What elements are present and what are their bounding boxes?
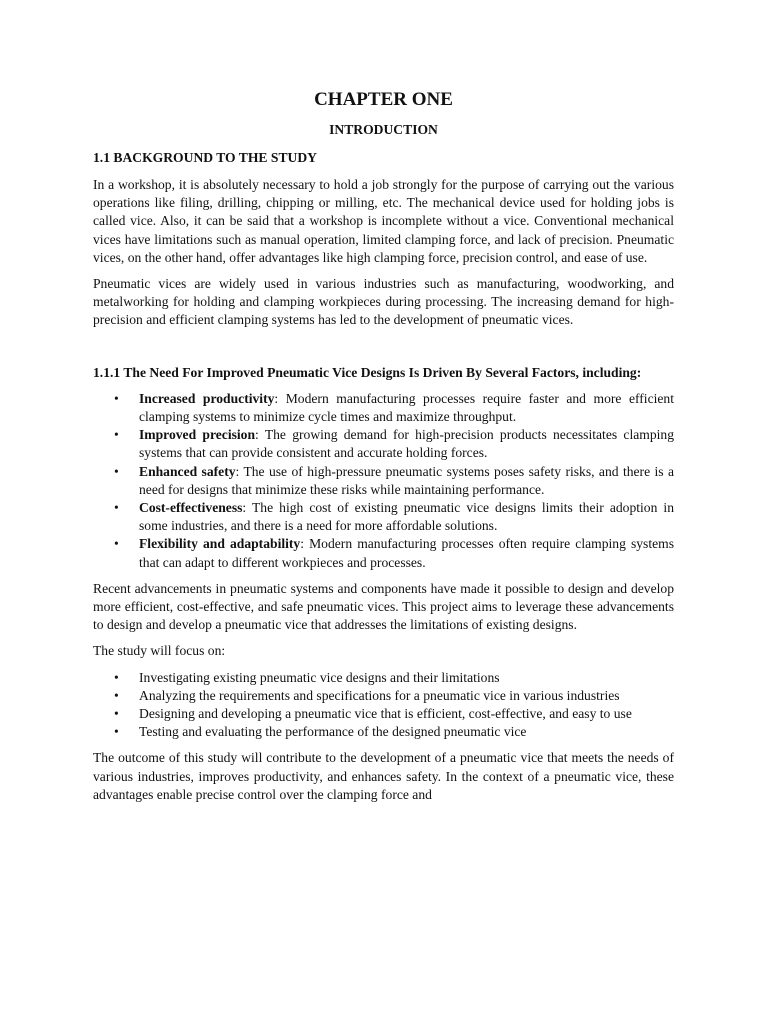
paragraph-outcome: The outcome of this study will contribute to the development of a pneumatic vice that meets the needs of various industries, improves productivity, and enhances safety. In the context of a pneumatic vice, these advantages enable precise control over the clamping force and	[93, 750, 674, 802]
focus-item-text: Investigating existing pneumatic vice designs and their limitations	[139, 669, 500, 685]
list-item	[114, 723, 674, 741]
paragraph-focus-intro: The study will focus on:	[93, 643, 226, 659]
factor-text: : The use of high-pressure pneumatic systems poses safety risks, and there is a need for designs that minimize these risks while maintaining performance.	[139, 463, 674, 497]
list-item	[114, 705, 674, 723]
factor-term: Cost-effectiveness	[139, 500, 243, 516]
paragraph-advancements: Recent advancements in pneumatic systems and components have made it possible to design and develop more efficient, cost-effective, and safe pneumatic vices. This project aims to leverage these advancements to design and develop a pneumatic vice that addresses the limitations of existing designs.	[93, 580, 674, 633]
factor-term: Flexibility and adaptability	[139, 536, 301, 552]
factors-list	[93, 390, 674, 572]
list-item	[114, 535, 674, 571]
list-item	[114, 426, 674, 462]
factor-text: : Modern manufacturing processes often require clamping systems that can adapt to different workpieces and processes.	[139, 536, 674, 570]
paragraph-background-2: Pneumatic vices are widely used in various industries such as manufacturing, woodworking, and metalworking for holding and clamping workpieces during processing. The increasing demand for high-precision and efficient clamping systems has led to the development of pneumatic vices.	[93, 276, 674, 328]
list-item	[114, 499, 674, 535]
bullet-icon: •	[114, 500, 119, 516]
section-title: INTRODUCTION	[329, 122, 438, 137]
bullet-icon: •	[114, 390, 119, 406]
focus-item-text: Testing and evaluating the performance of the designed pneumatic vice	[139, 724, 527, 740]
factor-text: : Modern manufacturing processes require faster and more efficient clamping systems to minimize cycle times and maximize throughput.	[139, 390, 674, 425]
bullet-icon: •	[114, 724, 119, 740]
focus-item-text: Analyzing the requirements and specifications for a pneumatic vice in various industries	[139, 687, 620, 703]
factor-term: Increased productivity	[139, 390, 275, 406]
bullet-icon: •	[114, 536, 119, 552]
factor-term: Improved precision	[139, 427, 256, 443]
list-item	[114, 390, 674, 426]
bullet-icon: •	[114, 463, 119, 479]
chapter-title: CHAPTER ONE	[314, 89, 453, 110]
list-item	[114, 669, 674, 687]
bullet-icon: •	[114, 427, 119, 443]
focus-item-text: Designing and developing a pneumatic vice that is efficient, cost-effective, and easy to use	[139, 706, 632, 722]
subsection-heading: 1.1.1 The Need For Improved Pneumatic Vice Designs Is Driven By Several Factors, including:	[93, 364, 642, 380]
list-item	[114, 463, 674, 499]
focus-list	[93, 669, 674, 742]
bullet-icon: •	[114, 687, 119, 703]
bullet-icon: •	[114, 706, 119, 722]
paragraph-background-1: In a workshop, it is absolutely necessary to hold a job strongly for the purpose of carrying out the various operations like filing, drilling, chipping or milling, etc. The mechanical device used for holding jobs is called vice. Also, it can be said that a workshop is incomplete without a vice. Conventional mechanical vices have limitations such as manual operation, limited clamping force, and lack of precision. Pneumatic vices, on the other hand, offer advantages like high clamping force, precision control, and ease of use.	[93, 177, 674, 265]
bullet-icon: •	[114, 669, 119, 685]
factor-text: : The growing demand for high-precision products necessitates clamping systems that can provide consistent and accurate holding forces.	[139, 427, 674, 461]
background-heading: 1.1 BACKGROUND TO THE STUDY	[93, 150, 317, 165]
list-item	[114, 687, 674, 705]
factor-text: : The high cost of existing pneumatic vice designs limits their adoption in some industries, and there is a need for more affordable solutions.	[139, 500, 674, 534]
factor-term: Enhanced safety	[139, 463, 236, 479]
